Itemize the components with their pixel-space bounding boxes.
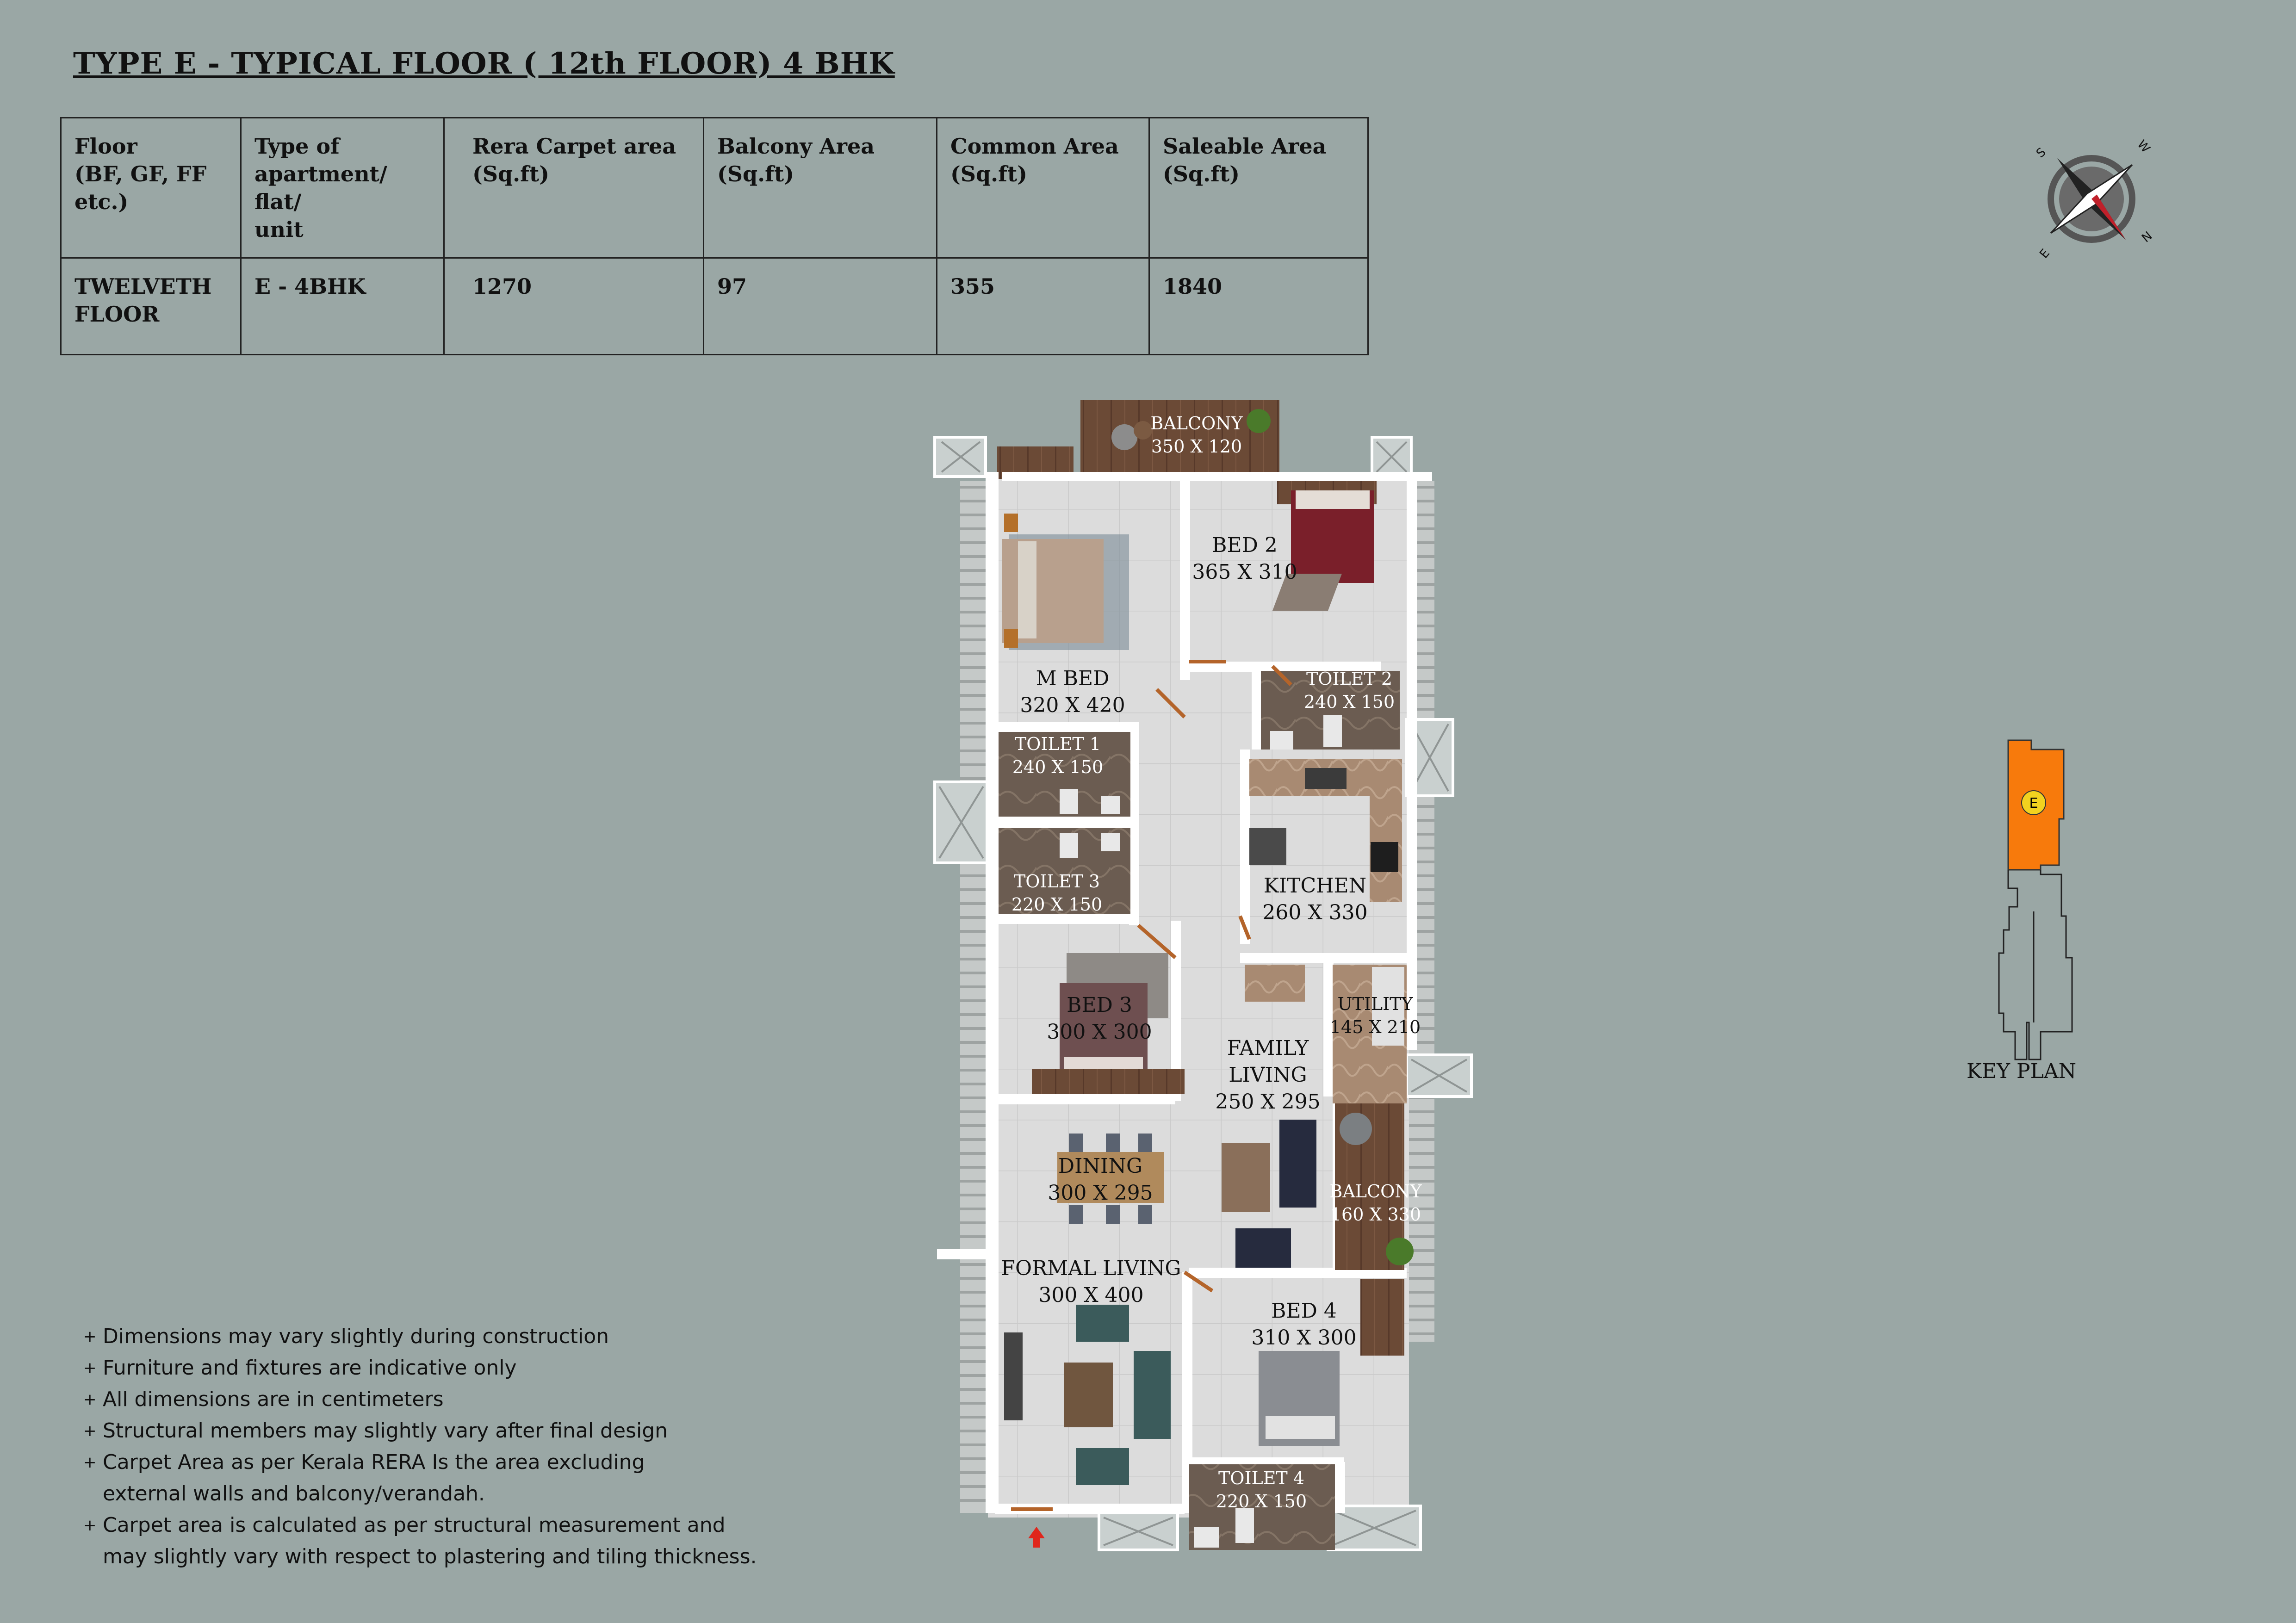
header-common: Common Area (Sq.ft) bbox=[937, 118, 1149, 258]
cell-saleable: 1840 bbox=[1149, 258, 1368, 355]
room-label-toilet1: TOILET 1 240 X 150 bbox=[1012, 734, 1104, 777]
notes-list bbox=[83, 1321, 757, 1573]
room-label-toilet2: TOILET 2 240 X 150 bbox=[1303, 669, 1395, 712]
cell-type: E - 4BHK bbox=[241, 258, 444, 355]
room-label-dining: DINING 300 X 295 bbox=[1048, 1154, 1153, 1205]
note-item: + Structural members may slightly vary after final design bbox=[83, 1419, 668, 1443]
header-type: Type of apartment/ flat/ unit bbox=[241, 118, 444, 258]
room-label-family-living: FAMILY LIVING 250 X 295 bbox=[1215, 1036, 1321, 1114]
key-plan-marker: E bbox=[2029, 795, 2038, 812]
header-rera-carpet: Rera Carpet area (Sq.ft) bbox=[444, 118, 704, 258]
room-label-bed3: BED 3 300 X 300 bbox=[1047, 993, 1152, 1044]
room-label-utility: UTILITY 145 X 210 bbox=[1329, 994, 1421, 1037]
compass-letter-w: W bbox=[2134, 137, 2153, 156]
compass-letter-s: S bbox=[2034, 145, 2049, 161]
note-item: + Carpet area is calculated as per structural measurement and may slightly vary with respect to plastering and tiling thickness. bbox=[83, 1513, 757, 1568]
note-item: + All dimensions are in centimeters bbox=[83, 1388, 444, 1411]
room-label-kitchen: KITCHEN 260 X 330 bbox=[1262, 874, 1368, 924]
room-label-balcony-top: BALCONY 350 X 120 bbox=[1150, 413, 1243, 457]
room-label-bed4: BED 4 310 X 300 bbox=[1251, 1299, 1357, 1350]
room-label-bed2: BED 2 365 X 310 bbox=[1192, 533, 1297, 584]
room-label-balcony-side: BALCONY 160 X 330 bbox=[1329, 1181, 1422, 1225]
compass-letter-e: E bbox=[2037, 246, 2053, 261]
cell-balcony: 97 bbox=[704, 258, 937, 355]
cell-floor: TWELVETH FLOOR bbox=[61, 258, 241, 355]
cell-common: 355 bbox=[937, 258, 1149, 355]
room-label-toilet3: TOILET 3 220 X 150 bbox=[1011, 871, 1103, 915]
page-title: TYPE E - TYPICAL FLOOR ( 12th FLOOR) 4 BHK bbox=[73, 46, 895, 81]
room-label-mbed: M BED 320 X 420 bbox=[1020, 667, 1125, 717]
note-item: + Furniture and fixtures are indicative only bbox=[83, 1356, 517, 1380]
note-item: + Carpet Area as per Kerala RERA Is the area excluding external walls and balcony/verandah. bbox=[83, 1450, 645, 1505]
header-floor: Floor (BF, GF, FF etc.) bbox=[61, 118, 241, 258]
note-item: + Dimensions may vary slightly during construction bbox=[83, 1325, 609, 1348]
compass-letter-n: N bbox=[2139, 229, 2155, 246]
entry-arrow-icon bbox=[1028, 1527, 1045, 1548]
header-balcony: Balcony Area (Sq.ft) bbox=[704, 118, 937, 258]
cell-rera-carpet: 1270 bbox=[444, 258, 704, 355]
header-saleable: Saleable Area (Sq.ft) bbox=[1149, 118, 1368, 258]
room-label-formal-living: FORMAL LIVING 300 X 400 bbox=[1001, 1257, 1181, 1307]
room-label-toilet4: TOILET 4 220 X 150 bbox=[1216, 1468, 1307, 1511]
key-plan-label: KEY PLAN bbox=[1967, 1059, 2077, 1083]
